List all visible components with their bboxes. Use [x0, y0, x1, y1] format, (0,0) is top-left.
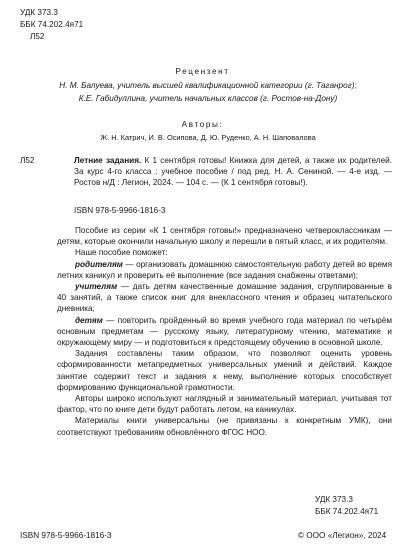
authors-heading: Авторы: [181, 120, 224, 129]
audience-list [57, 259, 392, 349]
author-sign-code: Л52 [30, 32, 45, 41]
paragraph: Задания составлены таким образом, что позволяют оценить уровень сформированности метапредметных универсальных умений и действий. Каждое занятие содержит текст и задания к нему, выполнение которых способствует формированию функциональной грамотности. [57, 349, 392, 392]
footer-copyright: © ООО «Легион», 2024 [298, 531, 387, 540]
reviewers-heading: Рецензент [175, 67, 230, 76]
authors-names: Ж. Н. Катрич, И. В. Осипова, Д. Ю. Руденко, А. Н. Шаповалова [100, 133, 316, 142]
footer-isbn: ISBN 978-5-9966-1816-3 [20, 531, 112, 540]
paragraph: Материалы книги универсальны (не привязаны к конкретным УМК), они соответствуют требованиям обновлённого ФГОС НОО. [57, 416, 392, 437]
bibliography-isbn: ISBN 978-5-9966-1816-3 [74, 206, 166, 215]
bbk-code: ББК 74.202.4я71 [20, 20, 84, 29]
bibliography-code: Л52 [20, 156, 35, 165]
reviewer-1: Н. М. Балуева, учитель высшей квалификационной категории (г. Таганрог); [59, 81, 357, 90]
term-teachers: учителям [75, 282, 118, 292]
footer-udk: УДК 373.3 [315, 495, 353, 504]
list-item: родителям — организовать домашнюю самостоятельную работу детей во время летних каникул и проверить её выполнение (все задания снабжены ответами); [57, 259, 392, 280]
paragraph: Авторы широко используют наглядный и занимательный материал, учитывая тот фактор, что по книге дети будут работать летом, на каникулах. [57, 394, 392, 415]
annotation-body [57, 225, 392, 438]
footer-bbk: ББК 74.202.4я71 [315, 507, 379, 516]
term-parents: родителям [75, 259, 123, 269]
list-item: детям — повторить пройденный во время учебного года материал по четырём основным предметам — русскому языку, литературному чтению, математике и окружающему миру — и подготовиться к предстоящему обучению в основной школе. [57, 315, 392, 348]
list-item: учителям — дать детям качественные домашние задания, сгруппированные в 40 занятий, а также список книг для внеклассного чтения и образец читательского дневника; [57, 282, 392, 314]
bibliography-text: К 1 сентября готовы! Книжка для детей, а также их родителей. За курс 4-го класса : учебное пособие / под ред. Н. А. Сениной. — 4-е изд. — Ростов н/Д : Легион, 2024. — 104 с. — (К 1 сентября готовы!). [74, 156, 392, 188]
term-children: детям [75, 315, 103, 325]
udk-code: УДК 373.3 [20, 8, 58, 17]
classification-block [20, 7, 83, 43]
reviewer-2: К.Е. Габидуллина, учитель начальных классов (г. Ростов-на-Дону) [78, 94, 338, 103]
intro-paragraph: Пособие из серии «К 1 сентября готовы!» предназначено четвероклассникам — детям, которые окончили начальную школу и перешли в пятый класс, и их родителям. [57, 226, 392, 247]
book-title: Летние задания. [74, 156, 142, 165]
bibliography-record [74, 155, 392, 189]
helps-line: Наше пособие поможет: [75, 248, 168, 258]
